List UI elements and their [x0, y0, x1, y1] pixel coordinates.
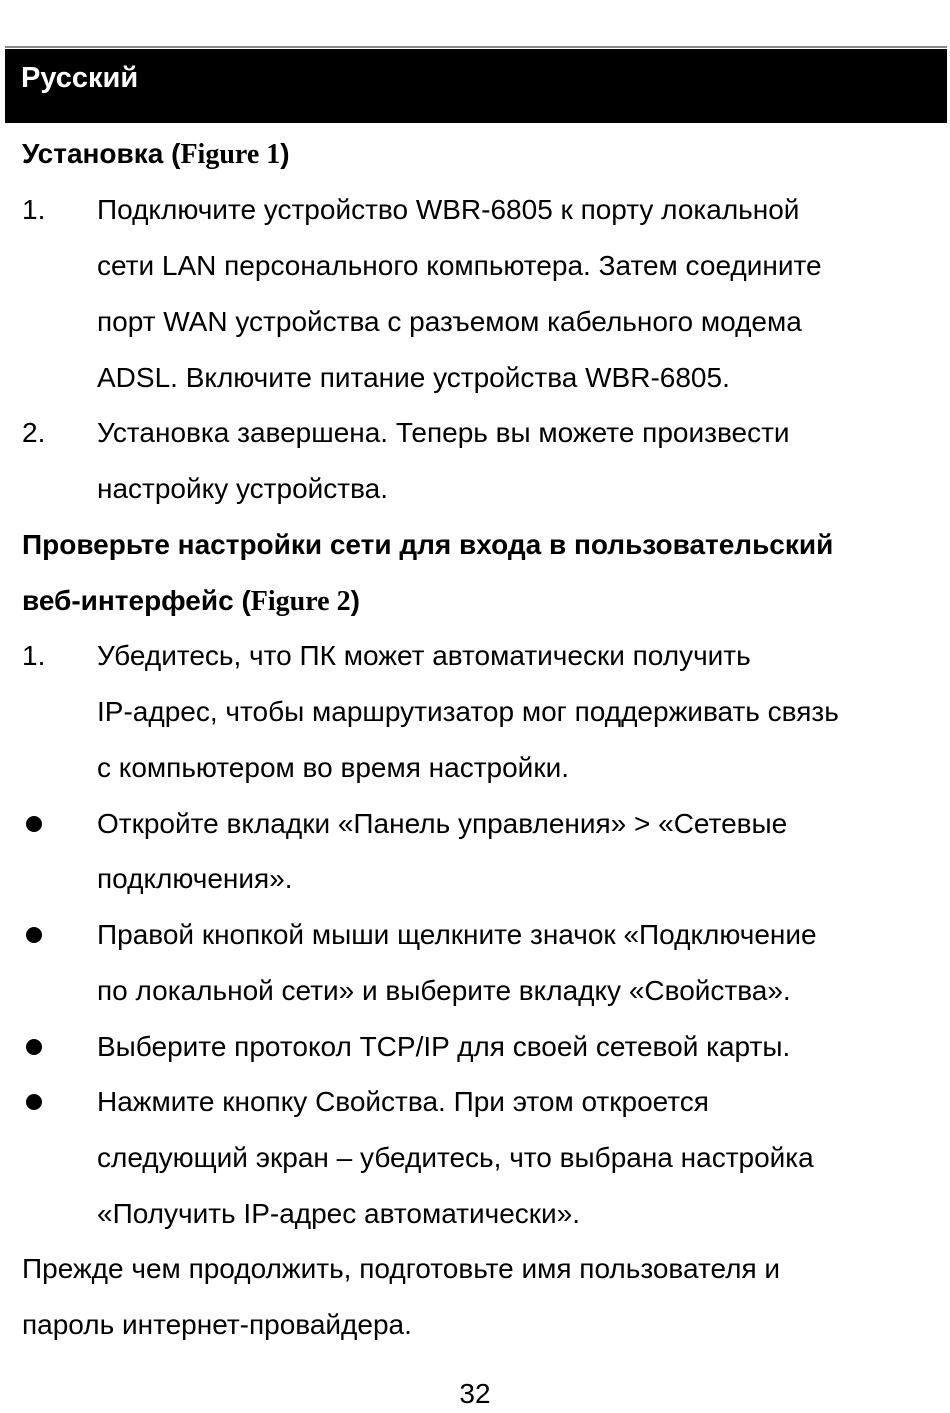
figure-ref: Figure 2 — [250, 586, 351, 617]
heading-close: ) — [280, 138, 290, 169]
bullet-item-line: Выберите протокол TCP/IP для своей сетевой карты. — [97, 1031, 791, 1062]
bullet-icon — [26, 1039, 42, 1055]
bullet-item-line: Откройте вкладки «Панель управления» > «Сетевые — [97, 808, 788, 839]
bullet-item-line: Правой кнопкой мыши щелкните значок «Подключение — [97, 919, 817, 950]
list-item-line: Убедитесь, что ПК может автоматически получить — [97, 640, 751, 671]
page-number: 32 — [459, 1378, 491, 1409]
figure-ref: Figure 1 — [180, 139, 281, 170]
bullet-item-line: по локальной сети» и выберите вкладку «Свойства». — [97, 975, 791, 1006]
bullet-icon — [26, 1094, 42, 1110]
bullet-item-line: подключения». — [97, 863, 293, 894]
section-heading-installation — [22, 136, 290, 173]
list-item-line: Установка завершена. Теперь вы можете произвести — [97, 417, 790, 448]
section-heading-network-check: Проверьте настройки сети для входа в пользовательский — [22, 529, 834, 560]
language-title: Русский — [21, 62, 139, 94]
language-header-bar — [5, 49, 947, 123]
bullet-item-line: «Получить IP-адрес автоматически». — [97, 1198, 581, 1229]
heading-text: веб-интерфейс ( — [22, 585, 251, 616]
list-item-line: с компьютером во время настройки. — [97, 752, 569, 783]
list-marker: 1. — [22, 194, 46, 225]
section-heading-network-check-cont — [22, 583, 360, 620]
list-marker: 2. — [22, 417, 46, 448]
bullet-item-line: Нажмите кнопку Свойства. При этом откроется — [97, 1086, 709, 1117]
list-item-line: сети LAN персонального компьютера. Затем соедините — [97, 250, 822, 281]
heading-close: ) — [350, 585, 360, 616]
closing-paragraph-line: пароль интернет-провайдера. — [22, 1309, 412, 1340]
bullet-icon — [26, 816, 42, 832]
closing-paragraph-line: Прежде чем продолжить, подготовьте имя пользователя и — [22, 1253, 781, 1284]
top-rule — [5, 46, 947, 48]
bullet-icon — [26, 927, 42, 943]
list-marker: 1. — [22, 640, 46, 671]
heading-text: Установка ( — [22, 138, 181, 169]
list-item-line: IP-адрес, чтобы маршрутизатор мог поддерживать связь — [97, 696, 839, 727]
list-item-line: настройку устройства. — [97, 473, 389, 504]
list-item-line: Подключите устройство WBR-6805 к порту локальной — [97, 194, 800, 225]
bullet-item-line: следующий экран – убедитесь, что выбрана настройка — [97, 1142, 814, 1173]
list-item-line: ADSL. Включите питание устройства WBR-6805. — [97, 362, 730, 393]
list-item-line: порт WAN устройства с разъемом кабельного модема — [97, 306, 802, 337]
